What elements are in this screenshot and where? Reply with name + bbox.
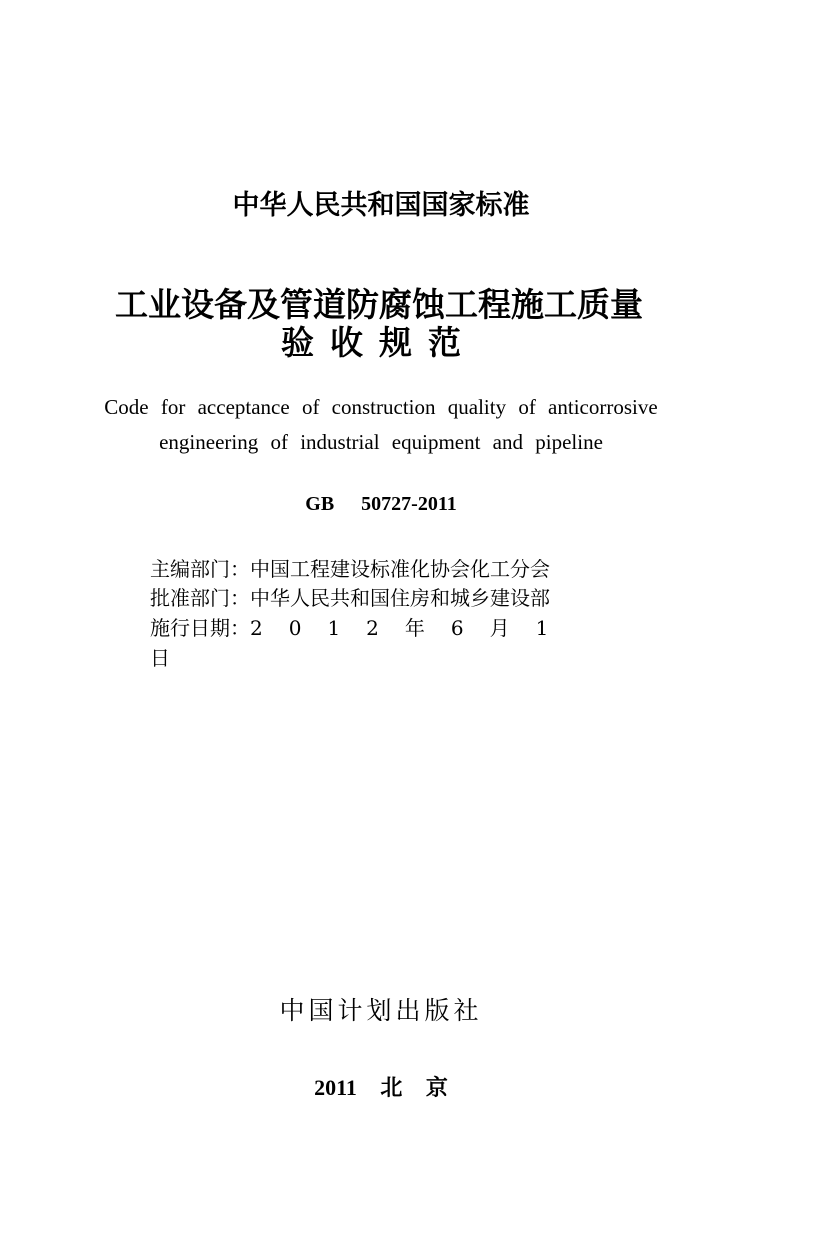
editor-department	[150, 554, 612, 584]
approver-value: 中华人民共和国住房和城乡建设部	[250, 586, 550, 610]
standard-code: GB 50727-2011	[305, 493, 457, 515]
editor-label: 主编部门：	[150, 557, 250, 581]
publisher-name: 中国计划出版社	[279, 996, 483, 1025]
english-title-line-1: Code for acceptance of construction quality of anticorrosive	[104, 395, 658, 419]
effective-label: 施行日期：	[150, 616, 250, 640]
publication-year-place: 2011 北 京	[314, 1075, 448, 1100]
effective-date	[150, 613, 612, 673]
standard-series-title: 中华人民共和国国家标准	[232, 190, 530, 221]
editor-value: 中国工程建设标准化协会化工分会	[250, 557, 550, 581]
approver-label: 批准部门：	[150, 586, 250, 610]
effective-value: 2012年6月1日	[150, 616, 575, 670]
chinese-title-line-1: 工业设备及管道防腐蚀工程施工质量	[115, 285, 643, 324]
approver-department	[150, 583, 612, 613]
chinese-title-line-2: 验收规范	[281, 323, 477, 362]
english-title-line-2: engineering of industrial equipment and pipeline	[159, 430, 603, 454]
